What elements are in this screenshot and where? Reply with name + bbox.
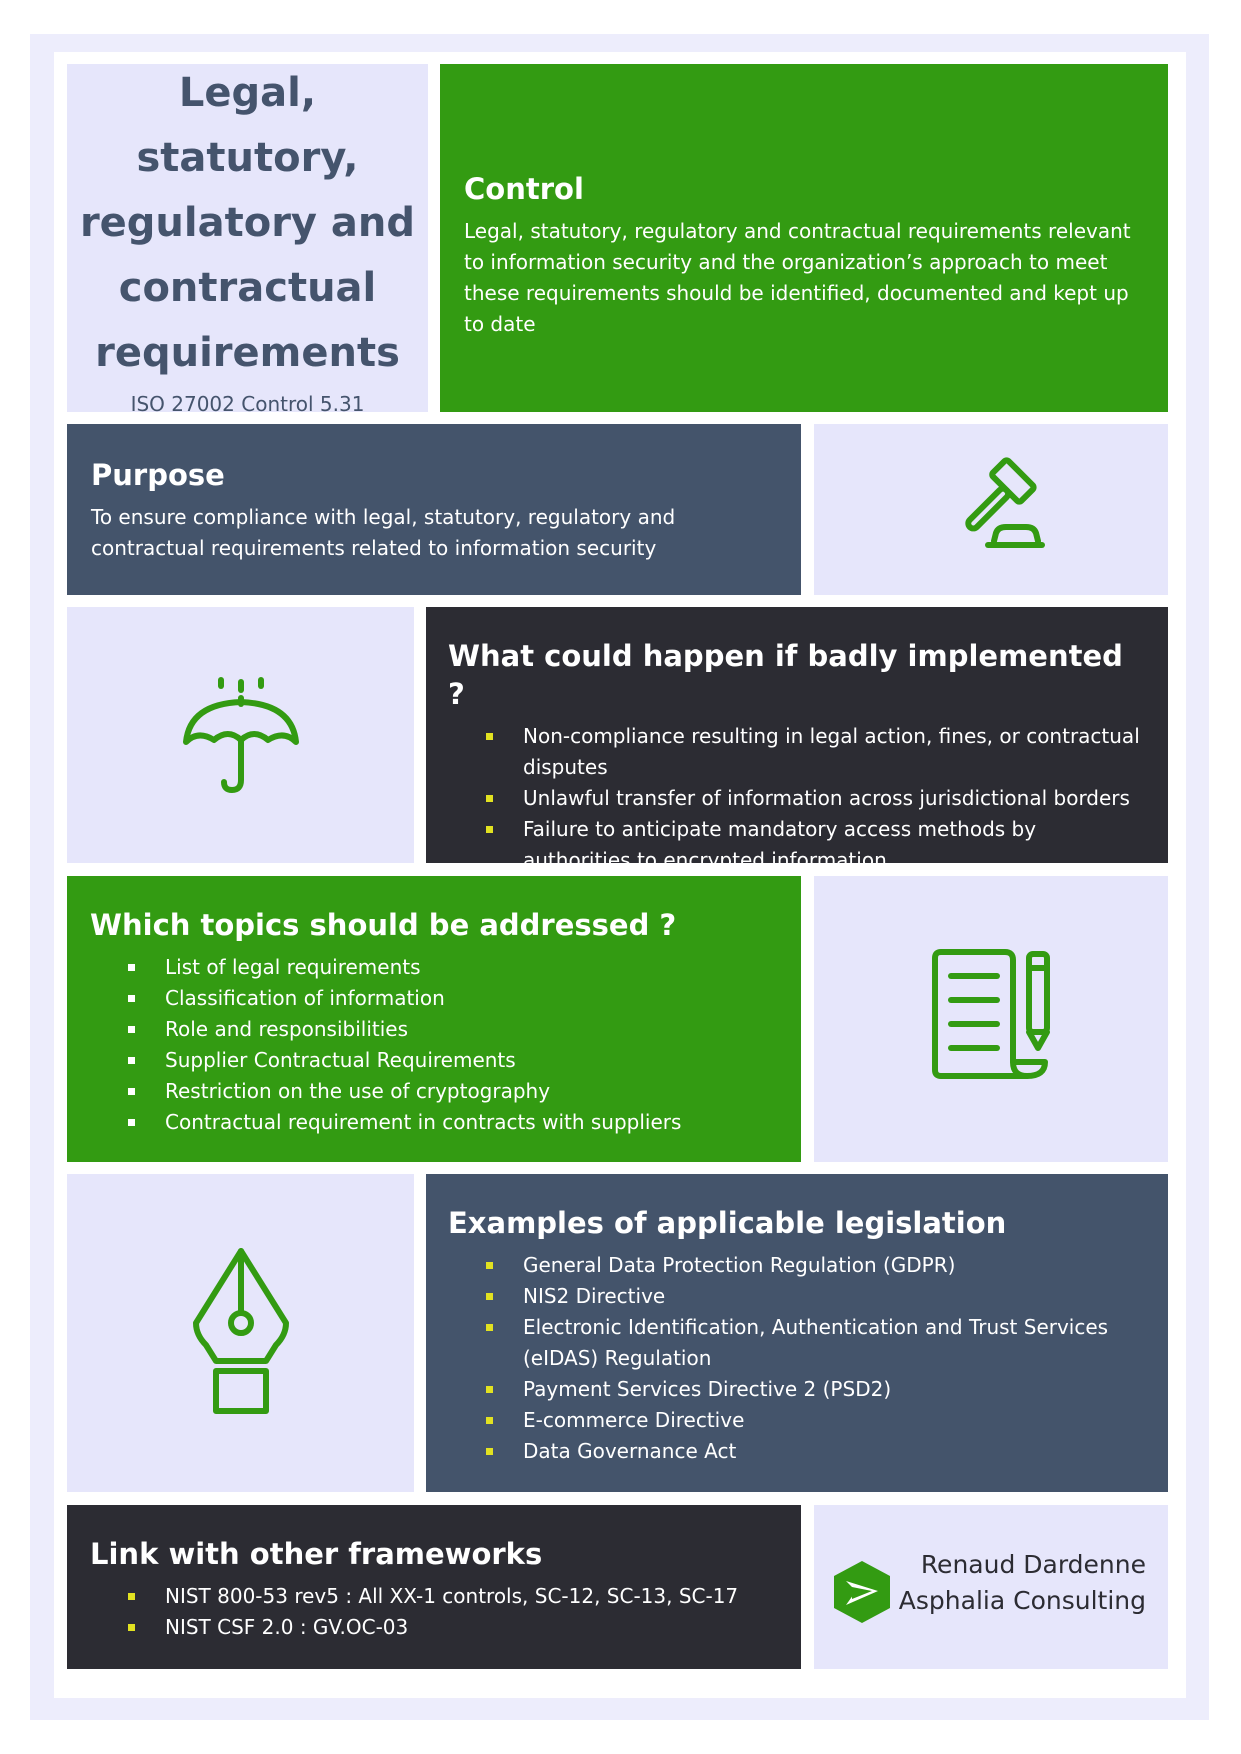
list-item: Data Governance Act: [448, 1436, 1146, 1467]
frameworks-list: [90, 1581, 778, 1643]
list-item: E-commerce Directive: [448, 1405, 1146, 1436]
list-item: General Data Protection Regulation (GDPR): [448, 1250, 1146, 1281]
umbrella-panel: [67, 607, 414, 863]
list-item: Restriction on the use of cryptography: [90, 1076, 778, 1107]
pen-nib-icon: [186, 1243, 296, 1423]
legislation-panel: [426, 1174, 1168, 1492]
list-item: Role and responsibilities: [90, 1014, 778, 1045]
risks-list: [448, 721, 1146, 876]
purpose-panel: [67, 424, 801, 595]
risks-heading: What could happen if badly implemented ?: [448, 639, 1123, 711]
purpose-text: To ensure compliance with legal, statutory, regulatory and contractual requirements related to information security: [91, 505, 676, 560]
page-title: Legal, statutory, regulatory and contractual requirements: [79, 69, 416, 376]
document-pencil-icon: [921, 944, 1061, 1094]
pen-panel: [67, 1174, 414, 1492]
list-item: NIS2 Directive: [448, 1281, 1146, 1312]
control-heading: Control: [464, 172, 584, 206]
topics-list: [90, 952, 778, 1138]
topics-heading: Which topics should be addressed ?: [90, 908, 677, 942]
topics-panel: [67, 876, 801, 1162]
list-item: Payment Services Directive 2 (PSD2): [448, 1374, 1146, 1405]
author-panel: [814, 1505, 1168, 1669]
list-item: Failure to anticipate mandatory access methods by authorities to encrypted information: [448, 814, 1146, 876]
author-company: Asphalia Consulting: [898, 1586, 1146, 1615]
legislation-list: [448, 1250, 1146, 1467]
control-panel: [440, 64, 1168, 412]
list-item: Unlawful transfer of information across jurisdictional borders: [448, 783, 1146, 814]
list-item: Contractual requirement in contracts with suppliers: [90, 1107, 778, 1138]
gavel-panel: [814, 424, 1168, 595]
list-item: Supplier Contractual Requirements: [90, 1045, 778, 1076]
list-item: List of legal requirements: [90, 952, 778, 983]
risks-panel: [426, 607, 1168, 872]
asphalia-logo-icon: [832, 1559, 892, 1625]
list-item: NIST 800-53 rev5 : All XX-1 controls, SC-12, SC-13, SC-17: [90, 1581, 778, 1612]
page-subtitle: ISO 27002 Control 5.31: [130, 391, 365, 416]
list-item: Classification of information: [90, 983, 778, 1014]
document-panel: [814, 876, 1168, 1162]
purpose-heading: Purpose: [91, 458, 225, 492]
author-name: Renaud Dardenne: [920, 1550, 1146, 1579]
frameworks-heading: Link with other frameworks: [90, 1537, 543, 1571]
umbrella-icon: [176, 670, 306, 800]
title-panel: [67, 64, 428, 416]
gavel-icon: [936, 455, 1046, 565]
list-item: NIST CSF 2.0 : GV.OC-03: [90, 1612, 778, 1643]
legislation-heading: Examples of applicable legislation: [448, 1206, 1007, 1240]
control-text: Legal, statutory, regulatory and contractual requirements relevant to information security and the organization’s approach to meet these requirements should be identified, documented and kept up to date: [464, 219, 1131, 336]
frameworks-panel: [67, 1505, 801, 1669]
list-item: Electronic Identification, Authentication and Trust Services (eIDAS) Regulation: [448, 1312, 1146, 1374]
list-item: Non-compliance resulting in legal action, fines, or contractual disputes: [448, 721, 1146, 783]
